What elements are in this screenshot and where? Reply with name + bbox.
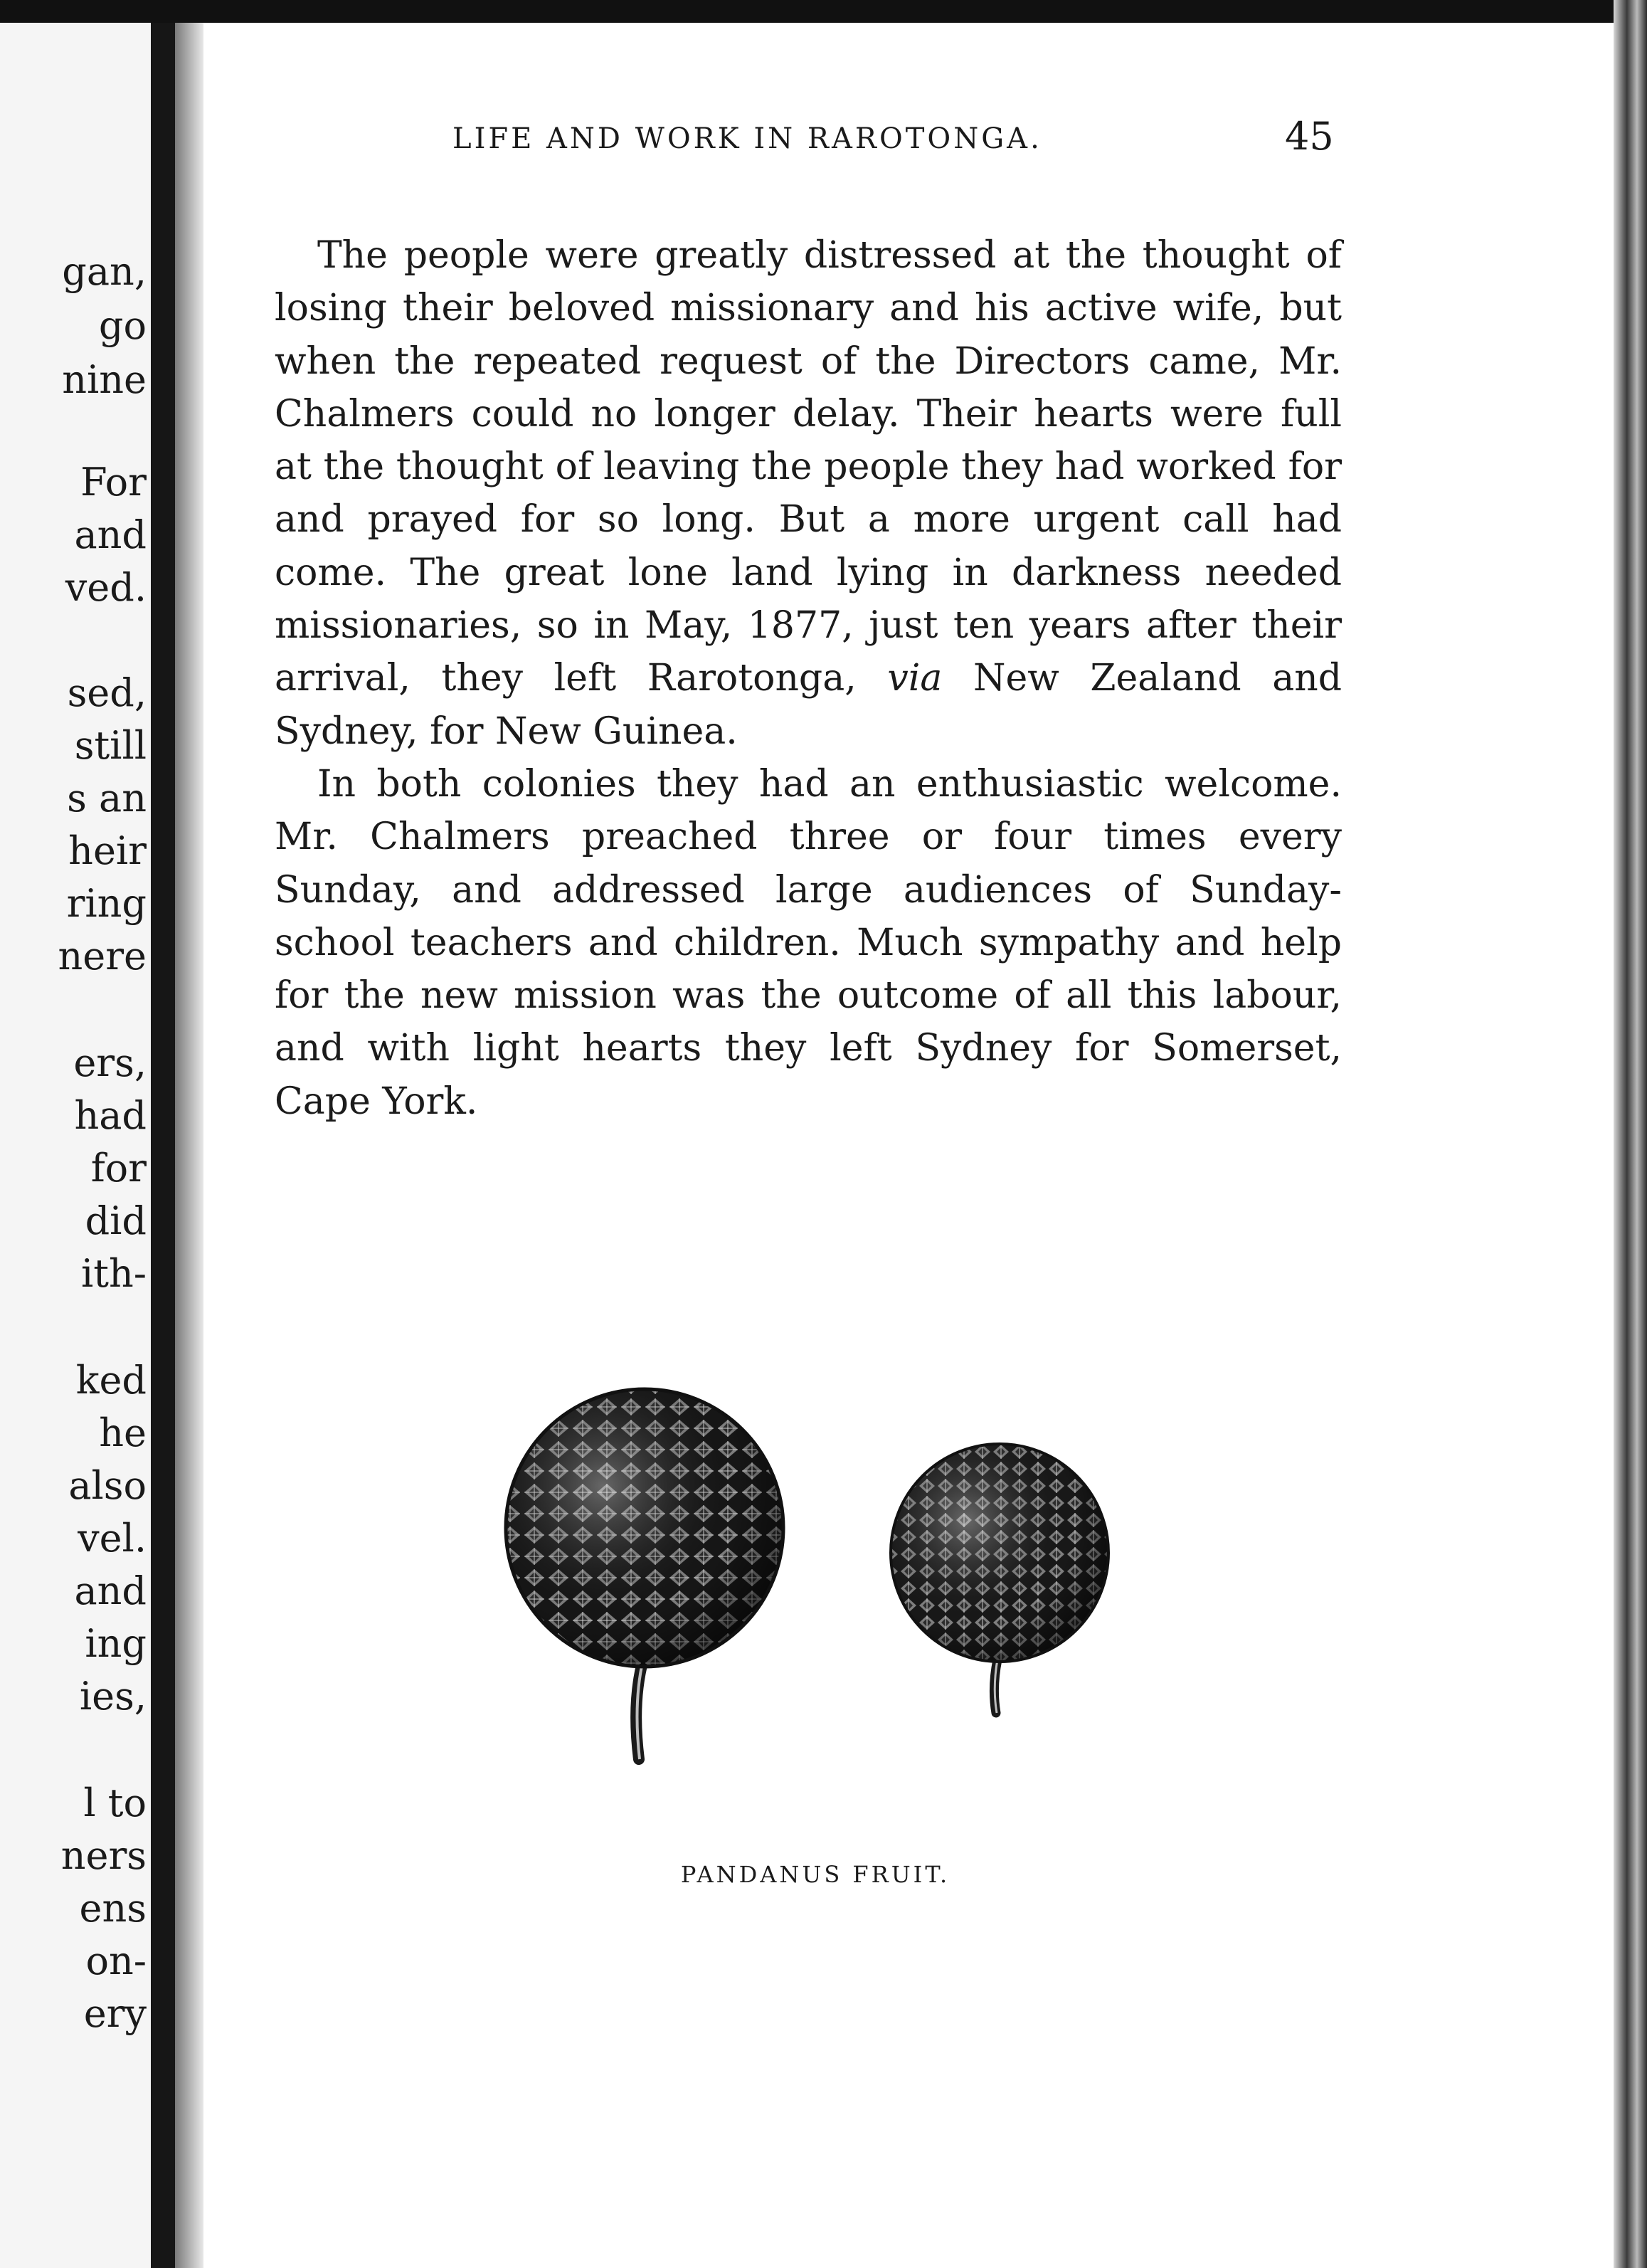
left-page-line: had — [74, 1093, 147, 1138]
top-edge — [0, 0, 1647, 23]
left-page-line: ring — [66, 881, 147, 926]
left-page-line: ery — [83, 1991, 147, 2036]
left-page-line: ies, — [79, 1674, 147, 1719]
left-page-line: and — [74, 1568, 147, 1613]
left-page-line: For — [80, 460, 147, 505]
left-page-line: also — [68, 1463, 147, 1508]
left-page-line: still — [74, 723, 147, 768]
running-head: LIFE AND WORK IN RAROTONGA. — [452, 122, 1042, 155]
left-page-line: and — [74, 512, 147, 557]
small-fruit — [891, 1444, 1108, 1713]
right-page — [203, 23, 1614, 2268]
left-page-line: did — [85, 1198, 147, 1243]
pandanus-fruit-illustration — [474, 1375, 1185, 1859]
left-page-line: on- — [85, 1939, 147, 1983]
paragraph-text: New Zealand and Sydney, for New Guinea. — [275, 657, 1342, 753]
left-page-line: he — [99, 1410, 147, 1455]
figure-caption: PANDANUS FRUIT. — [680, 1861, 950, 1888]
left-page-line: ing — [85, 1621, 147, 1666]
left-page-line: go — [98, 303, 147, 348]
paragraph-text: The people were greatly distressed at the thought of losing their beloved missionary and his active wife, but when the repeated request of the Directors came, Mr. Chalmers could no longer delay. Their hearts were full at the thought of leaving the people they had worked for and prayed for so long. But a more urgent call had come. The great lone land lying in darkness needed missionaries, so in May, 1877, just ten years after their arrival, they left Rarotonga, — [275, 234, 1342, 700]
page-number: 45 — [1285, 114, 1334, 159]
left-page-line: ens — [79, 1886, 147, 1931]
left-page-fragment — [0, 0, 157, 2268]
left-page-line: ked — [75, 1358, 147, 1403]
left-page-line: ith- — [81, 1251, 147, 1296]
gutter-shadow — [175, 21, 203, 2268]
left-page-line: for — [90, 1146, 147, 1191]
left-page-line: ved. — [65, 565, 147, 610]
paragraph — [275, 229, 1342, 758]
body-text — [275, 229, 1342, 1128]
left-page-line: s an — [67, 776, 147, 821]
left-page-line: vel. — [78, 1516, 147, 1561]
left-page-line: nere — [58, 934, 147, 979]
left-page-line: sed, — [67, 670, 147, 715]
italic-word: via — [887, 657, 943, 700]
page-edge-shadow — [1614, 0, 1647, 2268]
large-fruit — [506, 1389, 783, 1759]
left-page-line: ers, — [73, 1040, 147, 1085]
book-gutter — [151, 21, 175, 2268]
left-page-line: nine — [62, 357, 147, 402]
paragraph-text: In both colonies they had an enthusiastic welcome. Mr. Chalmers preached three or four times every Sunday, and addressed large audiences of Sunday-school teachers and children. Much sympathy and help for the new mission was the outcome of all this labour, and with light hearts they left Sydney for Somerset, Cape York. — [275, 762, 1342, 1123]
paragraph — [275, 758, 1342, 1128]
left-page-line: gan, — [62, 249, 147, 294]
left-page-line: ners — [60, 1833, 147, 1878]
left-page-line: heir — [68, 828, 147, 873]
left-page-line: l to — [83, 1781, 147, 1825]
